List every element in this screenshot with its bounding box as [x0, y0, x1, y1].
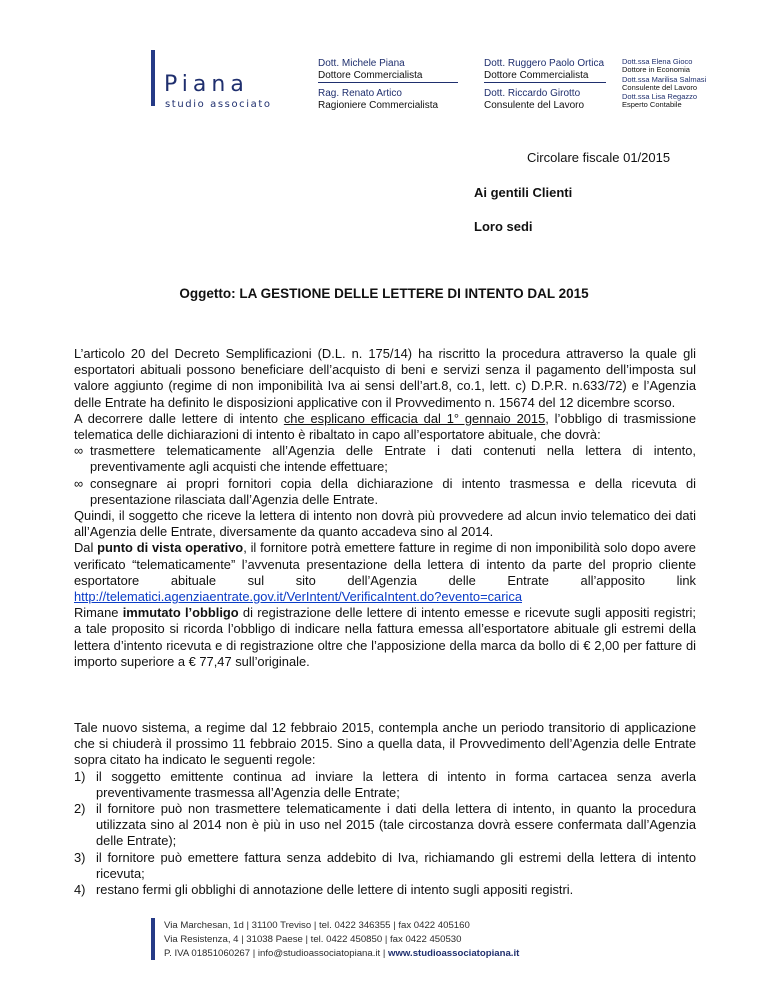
- partner-role: Esperto Contabile: [622, 100, 682, 109]
- item-number: 1): [74, 768, 86, 784]
- partner-role: Dottore in Economia: [622, 65, 690, 74]
- paragraph: Tale nuovo sistema, a regime dal 12 febbraio 2015, contempla anche un periodo transitorio di applicazione che si chiuderà il prossimo 11 febbraio 2015. Sino a quella data, il Provvedimento dell’Agenzia delle Entrate sopra citato ha indicato le seguenti regole:: [74, 720, 696, 768]
- letter-body-transitional: [74, 720, 696, 898]
- salutation: Ai gentili Clienti: [474, 185, 573, 200]
- list-item: [74, 476, 696, 508]
- numbered-item: [74, 769, 696, 801]
- underlined-text: che esplicano efficacia dal 1° gennaio 2015: [283, 410, 546, 426]
- numbered-item: [74, 882, 696, 898]
- logo-name: Piana: [164, 72, 249, 97]
- list-item-text: consegnare ai propri fornitori copia della dichiarazione di intento trasmessa e della ricevuta di presentazione rilasciata dall’Agenzia delle Entrate.: [90, 475, 696, 507]
- partner-name: Dott.ssa Marilisa Salmasi: [622, 75, 707, 84]
- partner-role: Consulente del Lavoro: [622, 83, 698, 92]
- bullet-icon: ∞: [74, 475, 84, 491]
- bold-text: punto di vista operativo: [97, 540, 244, 556]
- paragraph: [74, 605, 696, 670]
- footer-contacts: [164, 948, 519, 959]
- paragraph: L’articolo 20 del Decreto Semplificazioni (D.L. n. 175/14) ha riscritto la procedura attraverso la quale gli esportatori abituali possono beneficiare dell’acquisto di beni e servizi senza il pagamento dell’imposta sul valore aggiunto (regime di non imponibilità Iva ai sensi dell’art.8, co.1, lett. c) D.P.R. n.633/72) e l’Agenzia delle Entrate ha definito le disposizioni applicative con il Provvedimento n. 15674 del 12 dicembre scorso.: [74, 346, 696, 410]
- text: , l’obbligo di trasmissione telematica delle dichiarazioni di intento è ribaltato in capo all’esportatore abituale, che dovrà:: [74, 410, 697, 443]
- partner-role: Consulente del Lavoro: [484, 100, 585, 111]
- text: , il fornitore potrà emettere fatture in regime di non imponibilità solo dopo avere verificato “telematicamente” l’avvenuta presentazione della lettera di intento da parte del proprio cliente esportatore abituale sul sito dell’Agenzia delle Entrate all’apposito link: [74, 540, 696, 588]
- item-number: 4): [74, 882, 86, 898]
- recipient-place: Loro sedi: [474, 219, 533, 234]
- item-text: restano fermi gli obblighi di annotazione delle lettere di intento sugli appositi registri.: [96, 882, 574, 898]
- verification-link[interactable]: http://telematici.agenziaentrate.gov.it/VerIntent/VerificaIntent.do?evento=carica: [74, 589, 522, 605]
- footer-address-treviso: Via Marchesan, 1d | 31100 Treviso | tel. 0422 346355 | fax 0422 405160: [164, 920, 470, 931]
- partner-name: Dott. Riccardo Girotto: [484, 88, 581, 99]
- item-text: il fornitore può emettere fattura senza addebito di Iva, richiamando gli estremi della lettera di intento ricevuta;: [96, 849, 696, 881]
- numbered-item: [74, 801, 696, 850]
- list-item-text: trasmettere telematicamente all’Agenzia delle Entrate i dati contenuti nella lettera di intento, preventivamente agli acquisti che intende effettuare;: [90, 443, 696, 475]
- partner-name: Rag. Renato Artico: [318, 88, 402, 99]
- partner-role: Dottore Commercialista: [318, 70, 423, 81]
- footer-website[interactable]: www.studioassociatopiana.it: [388, 948, 520, 959]
- item-number: 2): [74, 801, 86, 817]
- footer-bar: [151, 918, 155, 960]
- text: di registrazione delle lettere di intento emesse e ricevute sugli appositi registri; a tale proposito si ricorda l’obbligo di indicare nella fattura emessa all’esportatore abituale gli estremi della lettera d’intento ricevuta e di registrazione oltre che l’apposizione della marca da bollo di € 2,00 per fatture di importo superiore a € 77,47 sull’originale.: [74, 605, 696, 669]
- list-item: [74, 443, 696, 475]
- text: Rimane: [74, 605, 123, 621]
- partner-role: Dottore Commercialista: [484, 70, 589, 81]
- partner-name: Dott. Michele Piana: [318, 58, 405, 69]
- item-text: il fornitore può non trasmettere telematicamente i dati della lettera di intento, in quanto la procedura utilizzata sino al 2014 non è più in uso nel 2015 (tale circostanza dovrà essere confermata dall’Agenzia delle Entrate);: [96, 801, 696, 849]
- paragraph: [74, 540, 696, 589]
- footer-address-paese: Via Resistenza, 4 | 31038 Paese | tel. 0422 450850 | fax 0422 450530: [164, 934, 462, 945]
- partner-role: Ragioniere Commercialista: [318, 100, 439, 111]
- text: A decorrere dalle lettere di intento: [74, 410, 284, 426]
- numbered-item: [74, 850, 696, 882]
- footer-vat-email: P. IVA 01851060267 | info@studioassociatopiana.it |: [164, 948, 388, 959]
- text: Dal: [74, 540, 98, 556]
- header-separator: [484, 82, 606, 83]
- partner-name: Dott. Ruggero Paolo Ortica: [484, 58, 605, 69]
- item-text: il soggetto emittente continua ad inviare la lettera di intento in forma cartacea senza averla preventivamente trasmessa all’Agenzia delle Entrate;: [96, 768, 696, 800]
- bullet-icon: ∞: [74, 443, 84, 459]
- logo-bar: [151, 50, 155, 106]
- letter-body: [74, 346, 696, 670]
- partner-name: Dott.ssa Lisa Regazzo: [622, 92, 698, 101]
- logo-subtitle: studio associato: [165, 99, 272, 110]
- paragraph: Quindi, il soggetto che riceve la lettera di intento non dovrà più provvedere ad alcun invio telematico dei dati all’Agenzia delle Entrate, diversamente da quanto accadeva sino al 2014.: [74, 508, 696, 540]
- partner-name: Dott.ssa Elena Gioco: [622, 57, 693, 66]
- subject-line: Oggetto: LA GESTIONE DELLE LETTERE DI INTENTO DAL 2015: [179, 286, 589, 301]
- bold-text: immutato l’obbligo: [122, 605, 239, 621]
- circolare-number: Circolare fiscale 01/2015: [527, 150, 671, 165]
- item-number: 3): [74, 849, 86, 865]
- paragraph: [74, 411, 696, 443]
- header-separator: [318, 82, 458, 83]
